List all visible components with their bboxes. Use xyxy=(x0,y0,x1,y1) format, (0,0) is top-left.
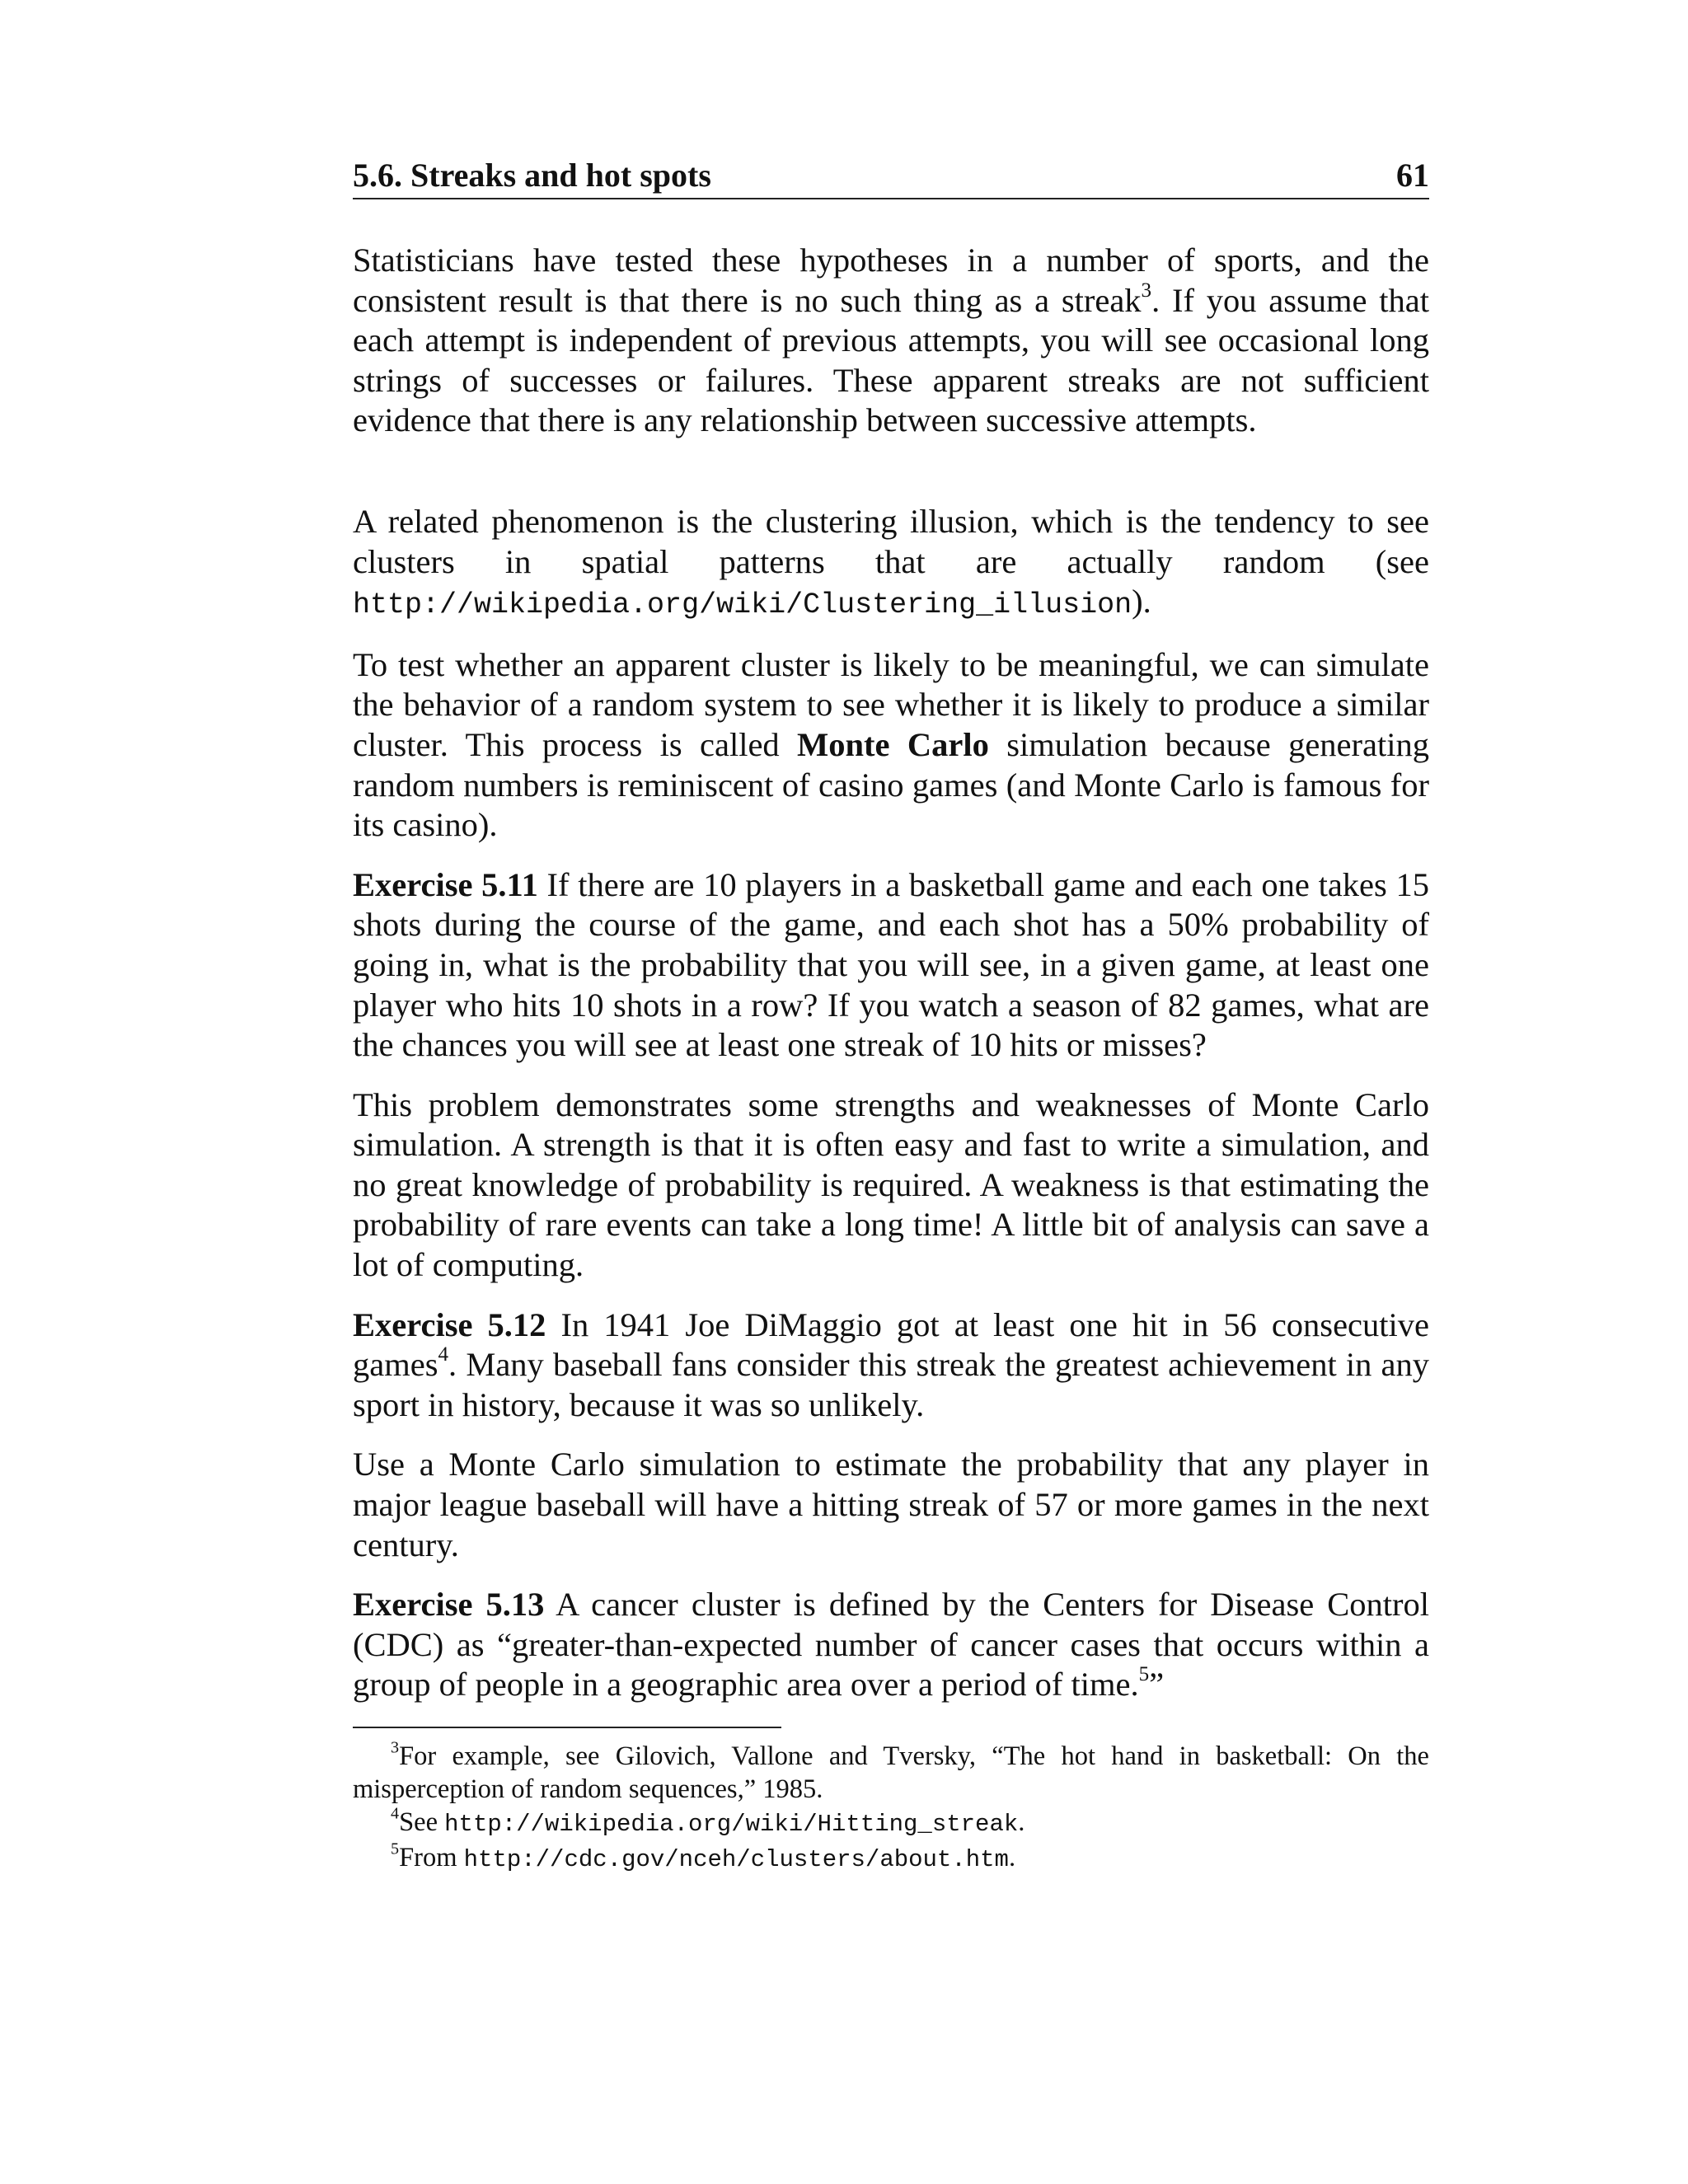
text: Use a Monte Carlo simulation to estimate the probability that any player in major league baseball will have a hitting streak of 57 or more games in the next century. xyxy=(353,1446,1429,1563)
footnote-text: For example, see Gilovich, Vallone and Tversky, “The hot hand in basketball: On the misperception of random sequences,” 1985. xyxy=(353,1741,1429,1804)
hitting-streak-link[interactable]: http://wikipedia.org/wiki/Hitting_streak xyxy=(444,1811,1019,1838)
exercise-label: Exercise 5.11 xyxy=(353,865,538,903)
footnote-5 xyxy=(353,1841,1429,1877)
footnote-divider xyxy=(353,1727,781,1728)
footnote-number: 5 xyxy=(391,1840,400,1858)
exercise-label: Exercise 5.12 xyxy=(353,1305,546,1343)
section-title: 5.6. Streaks and hot spots xyxy=(353,157,711,194)
running-header xyxy=(353,157,1429,199)
footnote-text: From xyxy=(399,1843,464,1872)
term-monte-carlo: Monte Carlo xyxy=(797,725,989,763)
exercise-text: . Many baseball fans consider this streak the greatest achievement in any sport in history, because it was so unlikely. xyxy=(353,1346,1429,1423)
text: This problem demonstrates some strengths and weaknesses of Monte Carlo simulation. A strength is that it is often easy and fast to write a simulation, and no great knowledge of probability is required. A weakness is that estimating the probability of rare events can take a long time! A little bit of analysis can save a lot of computing. xyxy=(353,1085,1429,1284)
text: A related phenomenon is the clustering illusion, which is the tendency to see clusters in spatial patterns that are actually random (see xyxy=(353,502,1429,580)
text: . If you assume that each attempt is independent of previous attempts, you will see occasional long strings of successes or failures. These apparent streaks are not sufficient evidence that there is any relationship between successive attempts. xyxy=(353,281,1429,439)
text: To test whether an apparent cluster is likely to be meaningful, we can simulate the behavior of a random system to see whether it is likely to produce a similar cluster. This process is called xyxy=(353,645,1429,763)
footnote-text: See xyxy=(399,1807,445,1837)
exercise-text: In 1941 Joe DiMaggio got at least one hit in 56 consecutive games xyxy=(353,1305,1429,1384)
clustering-illusion-link[interactable]: http://wikipedia.org/wiki/Clustering_illusion xyxy=(353,588,1132,622)
footnote-4 xyxy=(353,1806,1429,1841)
text: simulation because generating random numbers is reminiscent of casino games (and Monte Carlo is famous for its casino). xyxy=(353,725,1429,844)
footnote-3 xyxy=(353,1740,1429,1806)
exercise-label: Exercise 5.13 xyxy=(353,1586,545,1624)
exercise-text: A cancer cluster is defined by the Centers for Disease Control (CDC) as “greater-than-expected number of cancer cases that occurs within a group of people in a geographic area over a period of time. xyxy=(353,1586,1429,1704)
text: Statisticians have tested these hypotheses in a number of sports, and the consistent result is that there is no such thing as a streak xyxy=(353,241,1429,319)
page-number: 61 xyxy=(1396,157,1429,194)
book-page xyxy=(353,157,1429,1877)
exercise-text: ” xyxy=(1149,1666,1165,1704)
text: ). xyxy=(1132,583,1151,621)
footnote-ref-4[interactable]: 4 xyxy=(438,1343,449,1366)
exercise-text: If there are 10 players in a basketball game and each one takes 15 shots during the course of the game, and each shot has a 50% probability of going in, what is the probability that you will see, in a given game, at least one player who hits 10 shots in a row? If you watch a season of 82 games, what are the chances you will see at least one streak of 10 hits or misses? xyxy=(353,865,1430,1064)
exercise-5-13 xyxy=(353,1585,1429,1705)
paragraph-strengths-weaknesses xyxy=(353,1085,1429,1286)
exercise-5-12 xyxy=(353,1305,1429,1426)
body-text xyxy=(353,241,1429,1705)
footnote-text: . xyxy=(1018,1807,1025,1837)
footnote-number: 4 xyxy=(391,1804,400,1823)
footnote-text: . xyxy=(1008,1843,1016,1872)
paragraph-clustering-illusion xyxy=(353,502,1429,626)
cdc-clusters-link[interactable]: http://cdc.gov/nceh/clusters/about.htm xyxy=(463,1846,1009,1873)
footnote-number: 3 xyxy=(391,1738,400,1757)
paragraph-monte-carlo xyxy=(353,645,1429,846)
footnote-ref-3[interactable]: 3 xyxy=(1141,279,1152,302)
exercise-5-11 xyxy=(353,865,1429,1066)
paragraph-streaks xyxy=(353,241,1429,441)
footnotes xyxy=(353,1740,1429,1877)
footnote-ref-5[interactable]: 5 xyxy=(1138,1663,1150,1686)
paragraph-monte-carlo-task xyxy=(353,1445,1429,1565)
